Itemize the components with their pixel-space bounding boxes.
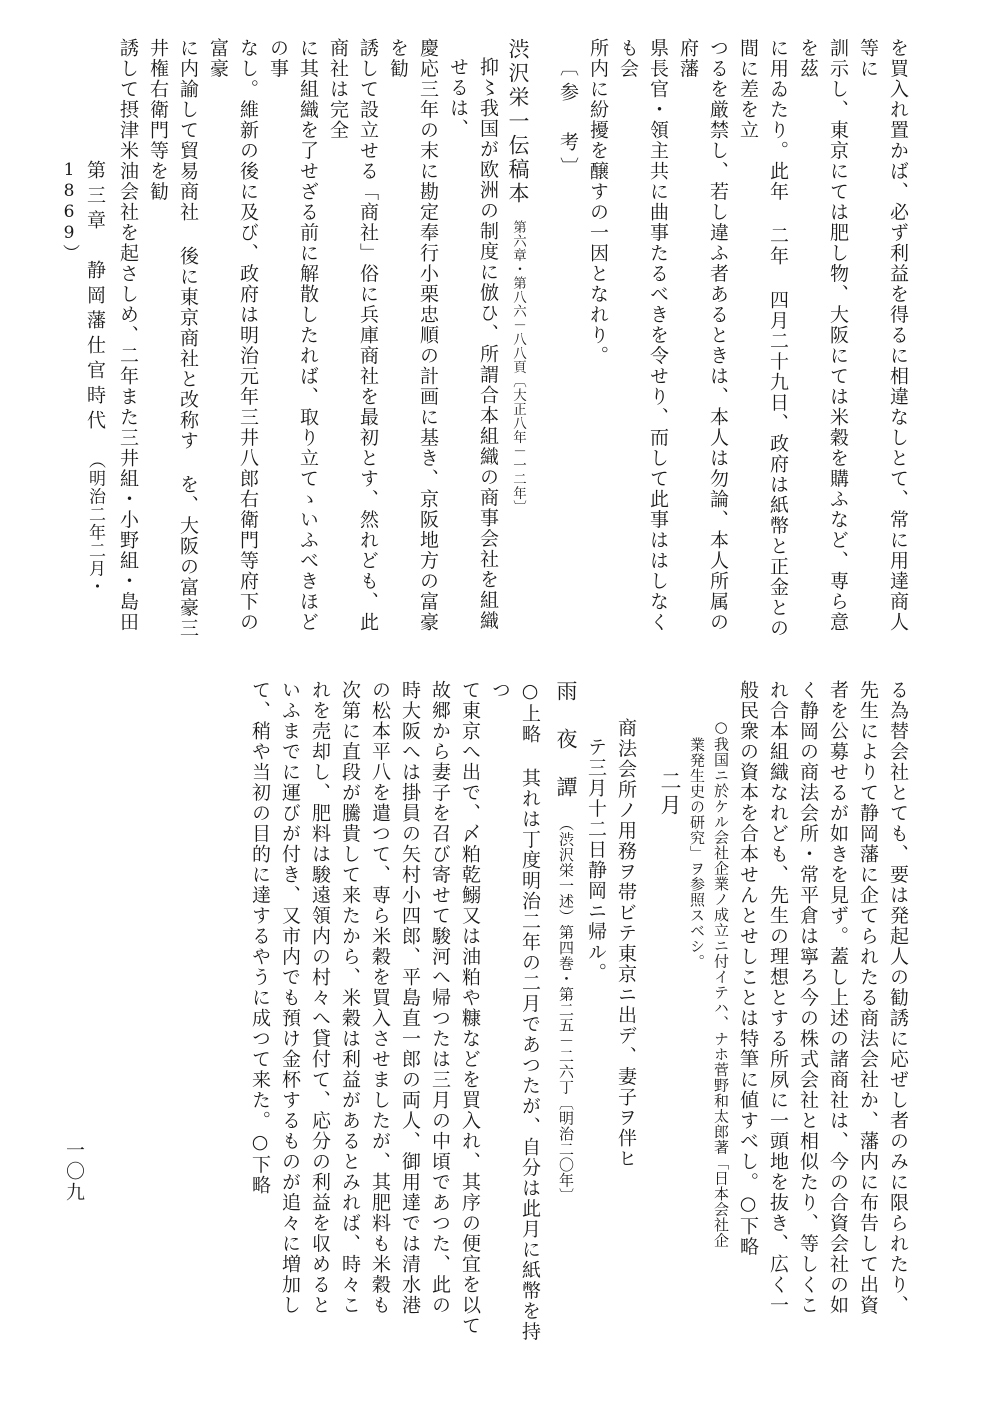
paragraph-line: に其組織を了せざる前に解散したれば、取り立てゝいふべきほどの事 xyxy=(267,38,319,633)
note-line: 業発生史の研究」ヲ参照スベシ。 xyxy=(688,737,706,970)
source-title xyxy=(551,680,581,1360)
paragraph-line: 所内に紛擾を醸すの一因となれり。 xyxy=(587,38,609,366)
paragraph-line: て、稍や当初の目的に達するやうに成つて来た。○下略 xyxy=(249,680,271,1196)
upper-text-block xyxy=(113,38,913,648)
paragraph-line: に用ゐたり。此年 二年 四月二十九日、政府は紙幣と正金との間に差を立 xyxy=(737,38,789,639)
paragraph-line: を買入れ置かば、必ず利益を得るに相違なしとて、常に用達商人等に xyxy=(857,38,909,633)
month-heading: 二月 xyxy=(658,770,682,818)
paragraph-line: れを売却し、肥料は駿遠領内の村々へ貸付て、応分の利益を収めると xyxy=(309,680,331,1316)
paragraph-line: 県長官・領主共に曲事たるべきを令せり、而して此事ははしなくも会 xyxy=(617,38,669,633)
paragraph-line: く静岡の商法会所・常平倉は寧ろ今の株式会社と相似たり、等しくこ xyxy=(797,680,819,1316)
chapter-era: （明治二年二月・1869） xyxy=(59,160,105,596)
paragraph-line: 故郷から妻子を召び寄せて駿河へ帰つたは三月の中頃であつた、此の xyxy=(429,680,451,1316)
entry-line: 商法会所ノ用務ヲ帯ビテ東京ニ出デ、妻子ヲ伴ヒ xyxy=(615,718,637,1169)
source-title-text: 雨 夜 譚 xyxy=(554,680,578,800)
paragraph-line: れ合本組織なれども、先生の理想とする所夙に一頭地を抜き、広く一 xyxy=(767,680,789,1316)
running-head xyxy=(56,160,108,630)
paragraph-line: 時大阪へは掛員の矢村小四郎、平島直一郎の両人、御用達では清水港 xyxy=(399,680,421,1316)
paragraph-line: 訓示し、東京にては肥し物、大阪にては米穀を購ふなど、専ら意を茲 xyxy=(797,38,849,633)
paragraph-line: 先生によりて静岡藩に企てられたる商法会社か、藩内に布告して出資 xyxy=(857,680,879,1316)
paragraph-line: る為替会社とても、要は発起人の勧誘に応ぜし者のみに限られたり、 xyxy=(887,680,909,1316)
paragraph-line: 抑〻我国が欧洲の制度に倣ひ、所謂合本組織の商事会社を組織せるは、 xyxy=(447,57,499,631)
paragraph-line: ○上略 其れは丁度明治二年の二月であつたが、自分は此月に紙幣を持つ xyxy=(489,680,541,1342)
paragraph-line: なし。維新の後に及び、政府は明治元年三井八郎右衛門等府下の富豪 xyxy=(207,38,259,633)
source-reference: 第六章・第八六－八八頁〔大正八年－一二年〕 xyxy=(510,220,526,514)
paragraph-line: つるを厳禁し、若し違ふ者あるときは、本人は勿論、本人所属の府藩 xyxy=(677,38,729,633)
chapter-title: 静岡藩仕官時代 xyxy=(84,260,106,435)
source-title-text: 渋沢栄一伝稿本 xyxy=(506,38,530,206)
note-line: ○我国ニ於ケル会社企業ノ成立ニ付イテハ、ナホ菅野和太郎著「日本会社企 xyxy=(712,718,730,1248)
paragraph-line: 誘して設立せる「商社」俗に兵庫商社を最初とす、然れども、此商社は完全 xyxy=(327,38,379,633)
entry-line: テ三月十二日静岡ニ帰ル。 xyxy=(585,737,607,983)
paragraph-line: 次第に直段が騰貴して来たから、米穀は利益があるとみれば、時々こ xyxy=(339,680,361,1316)
paragraph-line: に内諭して貿易商社 後に東京商社と改称す を、大阪の富豪三井権右衛門等を勧 xyxy=(147,38,199,639)
chapter-label: 第三章 xyxy=(84,160,106,235)
paragraph-line: の松本平八を遣つて、専ら米穀を買入させましたが、其肥料も米穀も xyxy=(369,680,391,1316)
reference-label: 〔参 考〕 xyxy=(557,57,579,182)
paragraph-line: 者を公募せるが如きを見ず。蓋し上述の諸商社は、今の合資会社の如 xyxy=(827,680,849,1316)
paragraph-line: 般民衆の資本を合本せんとせしことは特筆に値すべし。○下略 xyxy=(737,680,759,1257)
lower-text-block xyxy=(113,680,913,1360)
paragraph-line: て東京へ出で、〆粕乾鰯又は油粕や糠などを買入れ、其序の便宜を以て xyxy=(459,680,481,1336)
paragraph-line: いふまでに運びが付き、又市内でも預け金杯するものが追々に増加し xyxy=(279,680,301,1316)
paragraph-line: 誘して摂津米油会社を起さしめ、二年また三井組・小野組・島田 xyxy=(117,38,139,633)
source-reference: （渋沢栄一述）第四巻・第二五－二六丁〔明治二〇年〕 xyxy=(557,816,575,1204)
source-title xyxy=(503,38,533,648)
paragraph-line: 慶応三年の末に勘定奉行小栗忠順の計画に基き、京阪地方の富豪を勧 xyxy=(387,38,439,633)
page-number: 一〇九 xyxy=(63,1140,85,1203)
